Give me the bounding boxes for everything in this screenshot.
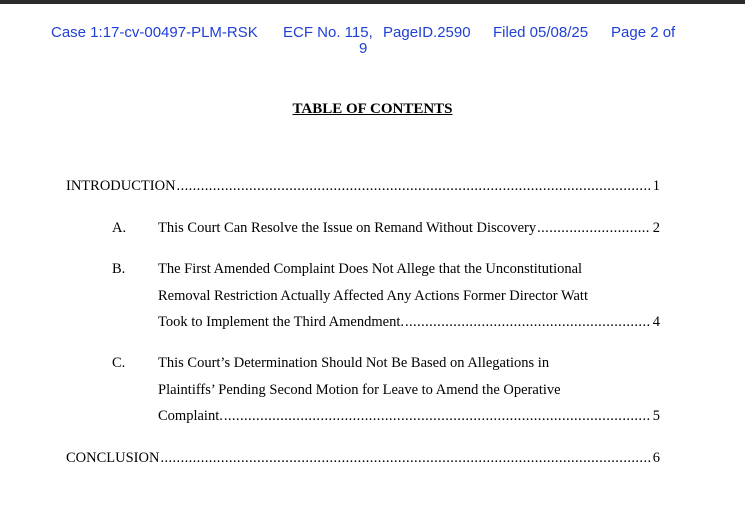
dot-leader bbox=[537, 220, 651, 237]
page-id: PageID.2590 bbox=[383, 24, 471, 41]
page-indicator: Page 2 of bbox=[611, 24, 676, 41]
dot-leader bbox=[224, 408, 651, 425]
toc-entry-c[interactable] bbox=[158, 408, 660, 425]
toc-entry-c-line2: Plaintiffs’ Pending Second Motion for Leave to Amend the Operative bbox=[158, 382, 561, 398]
toc-page-number: 6 bbox=[652, 450, 660, 466]
dot-leader bbox=[177, 178, 651, 195]
toc-entry-b[interactable] bbox=[158, 314, 660, 331]
page-total: 9 bbox=[359, 40, 368, 57]
toc-entry-a[interactable] bbox=[158, 220, 660, 237]
toc-page-number: 1 bbox=[652, 178, 660, 194]
toc-page-number: 2 bbox=[652, 220, 660, 236]
page-title: TABLE OF CONTENTS bbox=[292, 101, 453, 117]
toc-letter-a: A. bbox=[112, 220, 127, 236]
toc-label: INTRODUCTION bbox=[66, 178, 176, 194]
toc-page-number: 5 bbox=[652, 408, 660, 424]
toc-letter-c: C. bbox=[112, 355, 126, 371]
toc-label: This Court Can Resolve the Issue on Remand Without Discovery bbox=[158, 220, 537, 236]
toc-label: Took to Implement the Third Amendment. bbox=[158, 314, 404, 330]
toc-label: Complaint. bbox=[158, 408, 223, 424]
toc-entry-conclusion[interactable] bbox=[66, 450, 660, 467]
toc-page-number: 4 bbox=[652, 314, 660, 330]
window-top-border bbox=[0, 0, 745, 4]
toc-entry-c-line1: This Court’s Determination Should Not Be Based on Allegations in bbox=[158, 355, 550, 371]
toc-entry-introduction[interactable] bbox=[66, 178, 660, 195]
toc-entry-b-line2: Removal Restriction Actually Affected Any Actions Former Director Watt bbox=[158, 288, 588, 304]
case-number: Case 1:17-cv-00497-PLM-RSK bbox=[51, 24, 258, 41]
dot-leader bbox=[405, 314, 651, 331]
toc-label: CONCLUSION bbox=[66, 450, 160, 466]
toc-letter-b: B. bbox=[112, 261, 126, 277]
ecf-number: ECF No. 115, bbox=[283, 24, 373, 41]
dot-leader bbox=[160, 450, 650, 467]
filed-date: Filed 05/08/25 bbox=[493, 24, 589, 41]
toc-entry-b-line1: The First Amended Complaint Does Not Allege that the Unconstitutional bbox=[158, 261, 583, 277]
